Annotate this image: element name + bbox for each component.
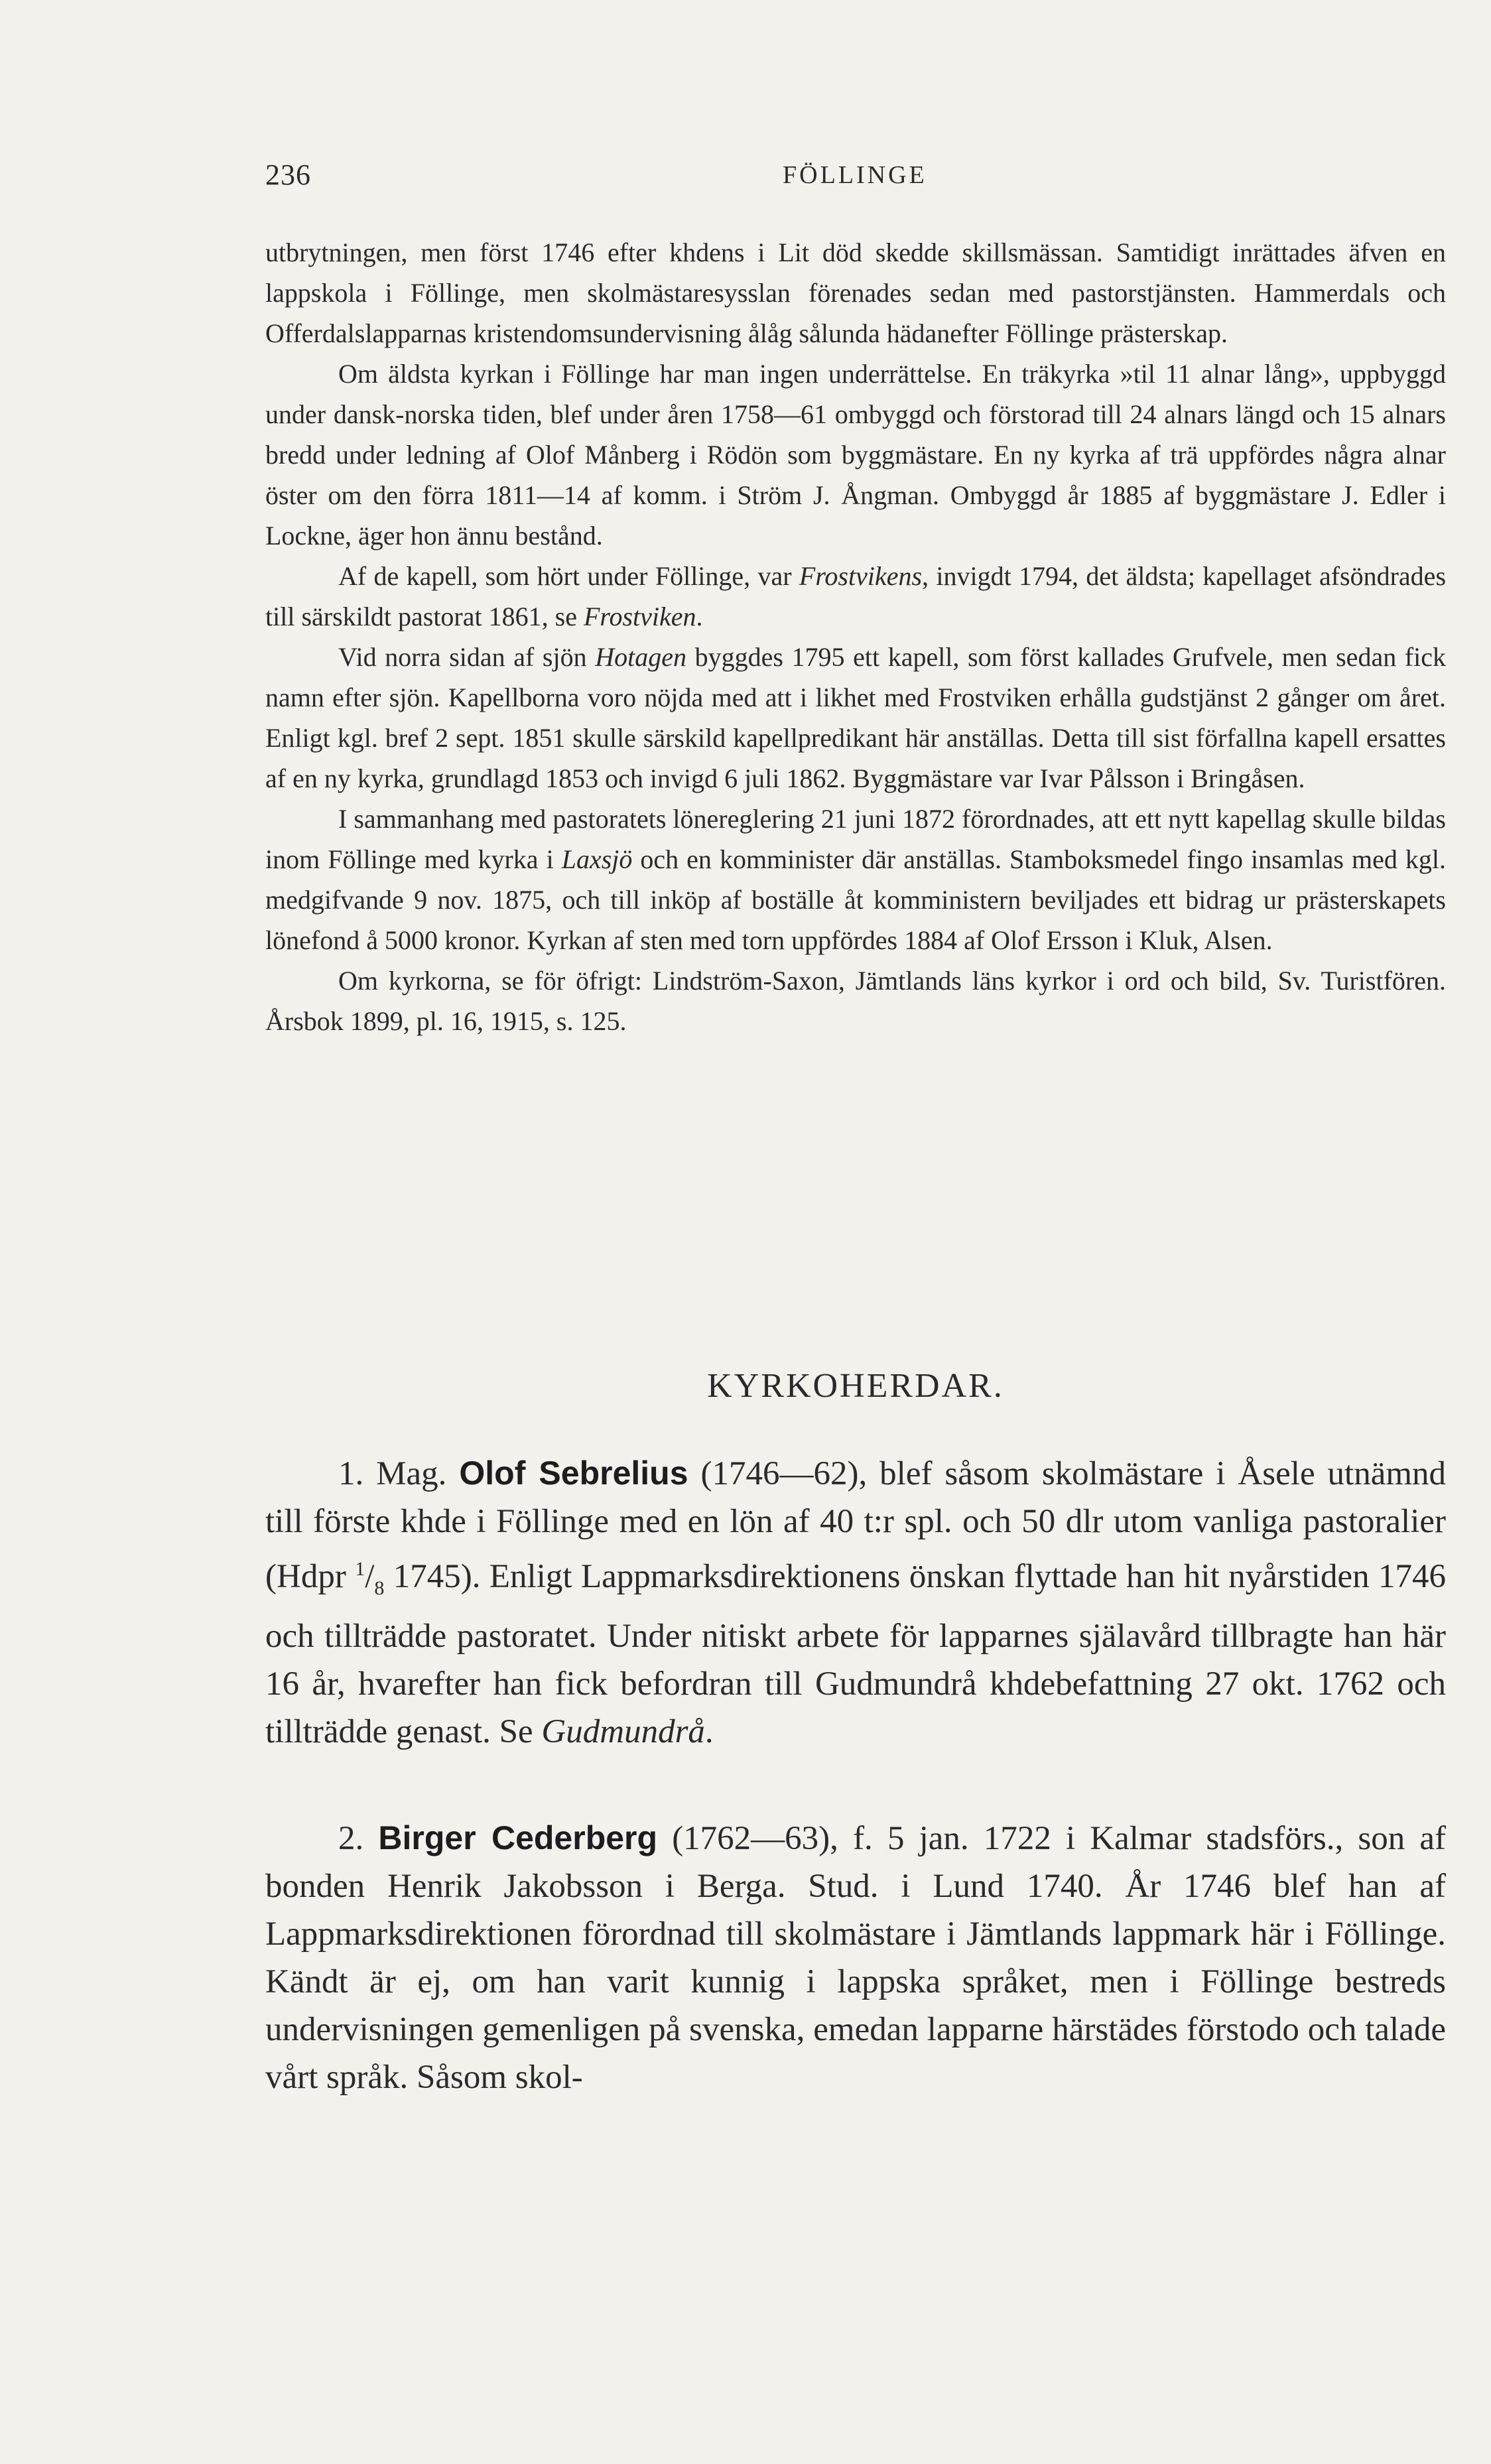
paragraph-text: Om äldsta kyrkan i Föllinge har man ingen underrättelse. En träkyrka »til 11 alnar lång», uppbyggd under dansk-norska tiden, blef under åren 1758—61 ombyggd och förstorad till 24 alnars längd och 15 alnars bredd under ledning af Olof Månberg i Rödön som byggmästare. En ny kyrka af trä uppfördes några alnar öster om den förra 1811—14 af komm. i Ström J. Ångman. Ombyggd år 1885 af byggmästare J. Edler i Lockne, äger hon ännu bestånd. <box>265 359 1446 551</box>
entry-paragraph <box>265 1814 1446 2101</box>
vicar-entry-2 <box>265 1814 1446 2101</box>
paragraph-references <box>265 960 1446 1041</box>
paragraph-hotagen <box>265 637 1446 799</box>
text-run: 1745). Enligt Lappmarksdirektionens önskan flyttade han hit nyårstiden 1746 och tillträdde pastoratet. Under nitiskt arbete för lapparnes själavård tillbragte han här 16 år, hvarefter han fick befordran till Gudmundrå khdebefattning 27 okt. 1762 och tillträdde genast. Se <box>265 1558 1446 1751</box>
place-name-italic: Hotagen <box>595 642 686 672</box>
text-run: Af de kapell, som hört under Föllinge, var <box>338 561 799 591</box>
paragraph-text: utbrytningen, men först 1746 efter khdens i Lit död skedde skillsmässan. Samtidigt inrättades äfven en lappskola i Föllinge, men skolmästaresysslan förenades sedan med pastorstjänsten. Hammerdals och Offerdalslapparnas kristendomsundervisning ålåg sålunda hädanefter Föllinge prästerskap. <box>265 237 1446 348</box>
text-run: och en komminister där anställas. Stamboksmedel fingo insamlas med kgl. medgifvande 9 nov. 1875, och till inköp af boställe åt komministern beviljades ett bidrag ur prästerskapets lönefond å 5000 kronor. Kyrkan af sten med torn uppfördes 1884 af Olof Ersson i Kluk, Alsen. <box>265 844 1446 955</box>
church-history-section <box>265 232 1446 1041</box>
place-name-italic: Gudmundrå <box>541 1713 705 1751</box>
paragraph-chapels <box>265 556 1446 637</box>
person-name: Birger Cederberg <box>378 1819 658 1856</box>
text-run: , invigdt 1794, det äldsta; kapellaget afsöndrades till särskildt pastorat 1861, se <box>265 561 1447 631</box>
text-run: . <box>704 1713 714 1751</box>
entry-paragraph: 1. Mag. Olof Sebrelius (1746—62), blef såsom skolmästare i Åsele utnämnd till förste khde i Föllinge med en lön af 40 t:r spl. och 50 dlr utom vanliga pastoralier (Hdpr $^1/_8$ 1745). Enligt Lappmarksdirektionens önskan flyttade han hit nyårstiden 1746 och tillträdde pastoratet. Under nitiskt arbete för lapparnes själavård tillbragte han här 16 år, hvarefter han fick befordran till Gudmundrå khdebefattning 27 okt. 1762 och tillträdde genast. Se Gudmundrå. <box>265 1455 1447 1751</box>
paragraph-laxsjo <box>265 799 1446 960</box>
entry-number: 1. Mag. <box>338 1455 460 1492</box>
place-name-italic: Laxsjö <box>561 844 633 874</box>
paragraph-schism <box>265 232 1446 354</box>
paragraph-oldest-church <box>265 354 1446 556</box>
fraction-denominator: 8 <box>374 1577 385 1600</box>
place-name-italic: Frostviken <box>583 602 696 631</box>
text-run: . <box>696 602 703 631</box>
vicar-entry-1 <box>265 1449 1446 1756</box>
person-name: Olof Sebrelius <box>459 1455 688 1492</box>
text-run: byggdes 1795 ett kapell, som först kallades Grufvele, men sedan fick namn efter sjön. Kapellborna voro nöjda med att i likhet med Frostviken erhålla gudstjänst 2 gånger om året. Enligt kgl. bref 2 sept. 1851 skulle särskild kapellpredikant här anställas. Detta till sist förfallna kapell ersattes af en ny kyrka, grundlagd 1853 och invigd 6 juli 1862. Byggmästare var Ivar Pålsson i Bringåsen. <box>265 642 1446 793</box>
text-run: Vid norra sidan af sjön <box>338 642 596 672</box>
place-name-italic: Frostvikens <box>799 561 923 591</box>
page-number: 236 <box>265 159 311 191</box>
running-head <box>265 158 1491 198</box>
fraction-numerator: 1 <box>355 1558 365 1580</box>
text-run: I sammanhang med pastoratets lönereglering 21 juni 1872 förordnades, att ett nytt kapellag skulle bildas inom Föllinge med kyrka i <box>265 804 1446 874</box>
running-title: FÖLLINGE <box>783 161 927 189</box>
section-heading: KYRKOHERDAR. <box>707 1367 1004 1405</box>
entry-number: 2. <box>338 1820 379 1857</box>
paragraph-text: Om kyrkorna, se för öfrigt: Lindström-Saxon, Jämtlands läns kyrkor i ord och bild, Sv. Turistfören. Årsbok 1899, pl. 16, 1915, s. 125. <box>265 966 1446 1036</box>
text-run: (1762—63), f. 5 jan. 1722 i Kalmar stadsförs., son af bonden Henrik Jakobsson i Berga. Stud. i Lund 1740. År 1746 blef han af Lappmarksdirektionen förordnad till skolmästare i Jämtlands lappmark här i Föllinge. Kändt är ej, om han varit kunnig i lappska språket, men i Föllinge bestreds undervisningen gemenligen på svenska, emedan lapparne härstädes förstodo och talade vårt språk. Såsom skol- <box>265 1820 1446 2096</box>
text-run: (1746—62), blef såsom skolmästare i Åsele utnämnd till förste khde i Föllinge med en lön af 40 t:r spl. och 50 dlr utom vanliga pastoralier (Hdpr <box>265 1455 1447 1595</box>
